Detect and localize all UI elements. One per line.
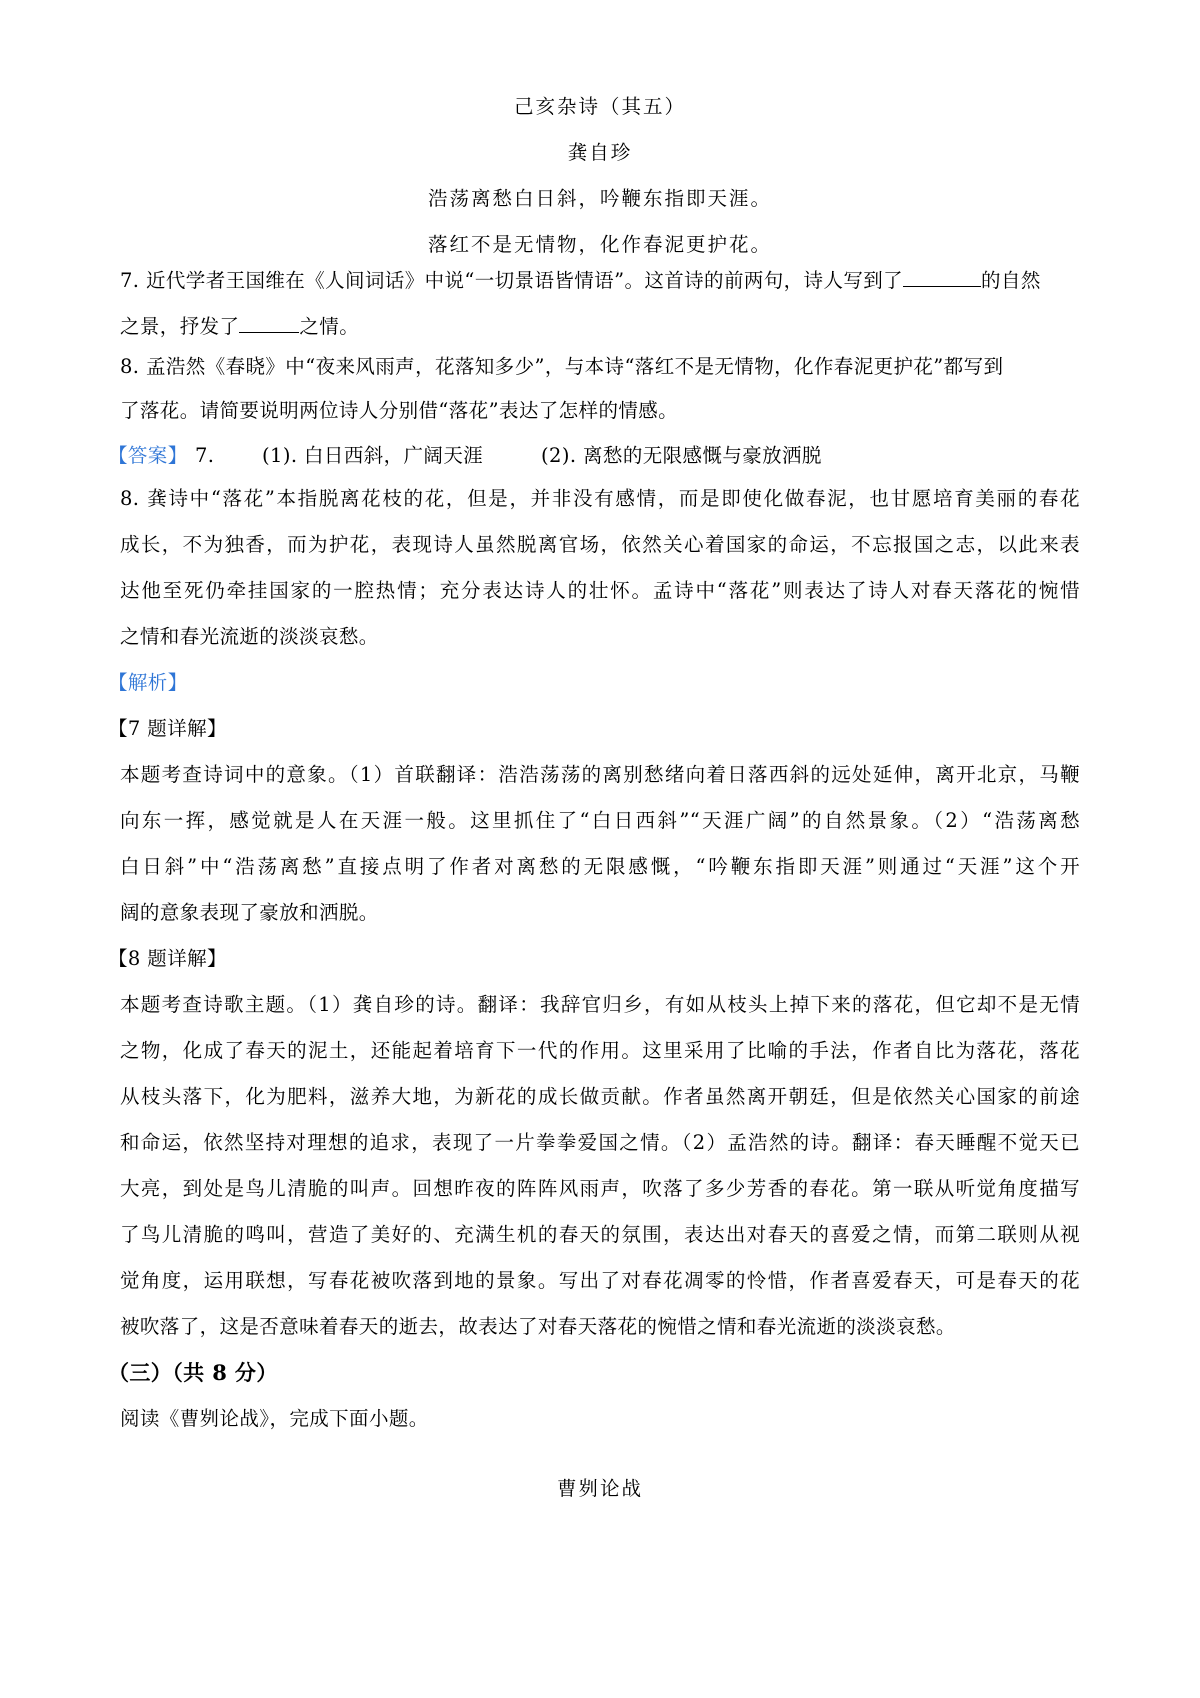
question-8-detail-heading: 【8 题详解】 bbox=[108, 947, 227, 970]
question-7-text-d: 之情。 bbox=[299, 315, 360, 338]
section-3-heading: （三）（共 8 分） bbox=[108, 1360, 278, 1385]
question-7-line-1 bbox=[120, 266, 1041, 296]
analysis-tag: 【解析】 bbox=[108, 671, 188, 694]
question-7-text-a: 7. 近代学者王国维在《人间词话》中说“一切景语皆情语”。这首诗的前两句，诗人写到了 bbox=[120, 269, 904, 292]
q7-detail-line: 白日斜”中“浩荡离愁”直接点明了作者对离愁的无限感慨，“吟鞭东指即天涯”则通过“天涯”这个开 bbox=[120, 855, 1080, 878]
question-7-detail-heading: 【7 题详解】 bbox=[108, 717, 227, 740]
q8-detail-line: 被吹落了，这是否意味着春天的逝去，故表达了对春天落花的惋惜之情和春光流逝的淡淡哀愁。 bbox=[120, 1315, 956, 1338]
poem-author: 龚自珍 bbox=[567, 141, 633, 164]
question-7-text-b: 的自然 bbox=[981, 269, 1041, 292]
answer-row bbox=[0, 441, 1200, 471]
q7-detail-line: 阔的意象表现了豪放和洒脱。 bbox=[120, 901, 379, 924]
q7-detail-line: 向东一挥，感觉就是人在天涯一般。这里抓住了“白日西斜”“天涯广阔”的自然景象。（2）“浩荡离愁 bbox=[120, 809, 1080, 832]
q8-detail-line: 大亮，到处是鸟儿清脆的叫声。回想昨夜的阵阵风雨声，吹落了多少芳香的春花。第一联从听觉角度描写 bbox=[120, 1177, 1080, 1200]
poem-line-2: 落红不是无情物，化作春泥更护花。 bbox=[427, 233, 772, 256]
answer-8-line: 成长，不为独香，而为护花，表现诗人虽然脱离官场，依然关心着国家的命运，不忘报国之志，以此来表 bbox=[120, 533, 1080, 556]
answer-7-number: 7. bbox=[195, 444, 215, 467]
question-8-line-1: 8. 孟浩然《春晓》中“夜来风雨声，花落知多少”，与本诗“落红不是无情物，化作春泥更护花”都写到 bbox=[120, 355, 1004, 378]
poem-line-1: 浩荡离愁白日斜，吟鞭东指即天涯。 bbox=[427, 187, 772, 210]
q8-detail-line: 本题考查诗歌主题。（1）龚自珍的诗。翻译：我辞官归乡，有如从枝头上掉下来的落花，但它却不是无情 bbox=[120, 993, 1080, 1016]
q8-detail-line: 觉角度，运用联想，写春花被吹落到地的景象。写出了对春花凋零的怜惜，作者喜爱春天，可是春天的花 bbox=[120, 1269, 1080, 1292]
poem-title: 己亥杂诗（其五） bbox=[513, 95, 686, 118]
q8-detail-line: 从枝头落下，化为肥料，滋养大地，为新花的成长做贡献。作者虽然离开朝廷，但是依然关心国家的前途 bbox=[120, 1085, 1080, 1108]
answer-7-item-2: (2). 离愁的无限感慨与豪放洒脱 bbox=[541, 444, 822, 467]
question-7-text-c: 之景，抒发了 bbox=[120, 315, 240, 338]
q8-detail-line: 和命运，依然坚持对理想的追求，表现了一片拳拳爱国之情。（2）孟浩然的诗。翻译：春天睡醒不觉天已 bbox=[120, 1131, 1080, 1154]
answer-8-line: 8. 龚诗中“落花”本指脱离花枝的花，但是，并非没有感情，而是即使化做春泥，也甘愿培育美丽的春花 bbox=[120, 487, 1080, 510]
q8-detail-line: 了鸟儿清脆的鸣叫，营造了美好的、充满生机的春天的氛围，表达出对春天的喜爱之情，而第二联则从视 bbox=[120, 1223, 1080, 1246]
q7-detail-line: 本题考查诗词中的意象。（1）首联翻译：浩浩荡荡的离别愁绪向着日落西斜的远处延伸，离开北京，马鞭 bbox=[120, 763, 1080, 786]
answer-blank-1 bbox=[903, 268, 981, 287]
answer-7-item-1: (1). 白日西斜，广阔天涯 bbox=[262, 444, 484, 467]
section-3-instruction: 阅读《曹刿论战》，完成下面小题。 bbox=[120, 1407, 429, 1430]
answer-tag: 【答案】 bbox=[108, 444, 188, 467]
answer-8-line: 达他至死仍牵挂国家的一腔热情；充分表达诗人的壮怀。孟诗中“落花”则表达了诗人对春天落花的惋惜 bbox=[120, 579, 1080, 602]
answer-blank-2 bbox=[239, 314, 299, 333]
question-8-line-2: 了落花。请简要说明两位诗人分别借“落花”表达了怎样的情感。 bbox=[120, 399, 679, 422]
q8-detail-line: 之物，化成了春天的泥土，还能起着培育下一代的作用。这里采用了比喻的手法，作者自比为落花，落花 bbox=[120, 1039, 1080, 1062]
passage-title: 曹刿论战 bbox=[556, 1477, 643, 1500]
question-7-line-2 bbox=[120, 312, 359, 342]
answer-8-line: 之情和春光流逝的淡淡哀愁。 bbox=[120, 625, 379, 648]
